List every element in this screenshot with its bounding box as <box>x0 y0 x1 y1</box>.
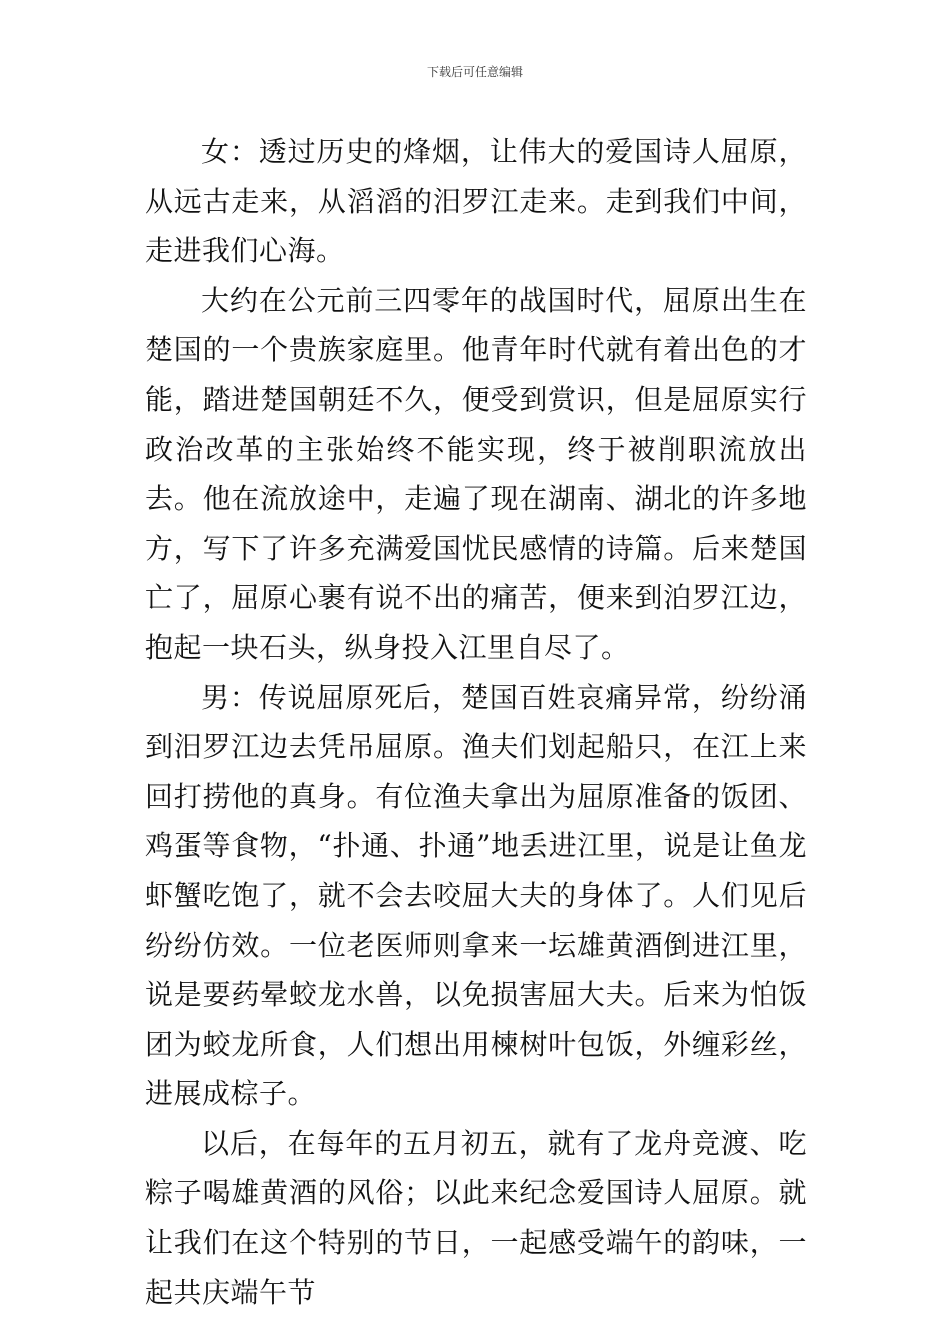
paragraph-male-narration: 男：传说屈原死后，楚国百姓哀痛异常，纷纷涌到汨罗江边去凭吊屈原。渔夫们划起船只，在江上来回打捞他的真身。有位渔夫拿出为屈原准备的饭团、鸡蛋等食物，“扑通、扑通”地丢进江里，说是让鱼龙虾蟹吃饱了，就不会去咬屈大夫的身体了。人们见后纷纷仿效。一位老医师则拿来一坛雄黄酒倒进江里，说是要药晕蛟龙水兽，以免损害屈大夫。后来为怕饭团为蛟龙所食，人们想出用楝树叶包饭，外缠彩丝，进展成棕子。 <box>145 680 807 1111</box>
paragraph-qu-yuan-history: 大约在公元前三四零年的战国时代，屈原出生在楚国的一个贵族家庭里。他青年时代就有着出色的才能，踏进楚国朝廷不久，便受到赏识，但是屈原实行政治改革的主张始终不能实现，终于被削职流放出去。他在流放途中，走遍了现在湖南、湖北的许多地方，写下了许多充满爱国忧民感情的诗篇。后来楚国亡了，屈原心裹有说不出的痛苦，便来到泊罗江边，抱起一块石头，纵身投入江里自尽了。 <box>145 283 807 664</box>
page-header-note: 下载后可任意编辑 <box>426 65 523 79</box>
paragraph-festival-customs: 以后，在每年的五月初五，就有了龙舟竞渡、吃粽子喝雄黄酒的风俗；以此来纪念爱国诗人屈原。就让我们在这个特别的节日，一起感受端午的韵味，一起共庆端午节 <box>145 1126 807 1309</box>
paragraph-female-narration: 女：透过历史的烽烟，让伟大的爱国诗人屈原，从远古走来，从滔滔的汨罗江走来。走到我们中间，走进我们心海。 <box>145 135 807 268</box>
document-body <box>145 127 807 1317</box>
